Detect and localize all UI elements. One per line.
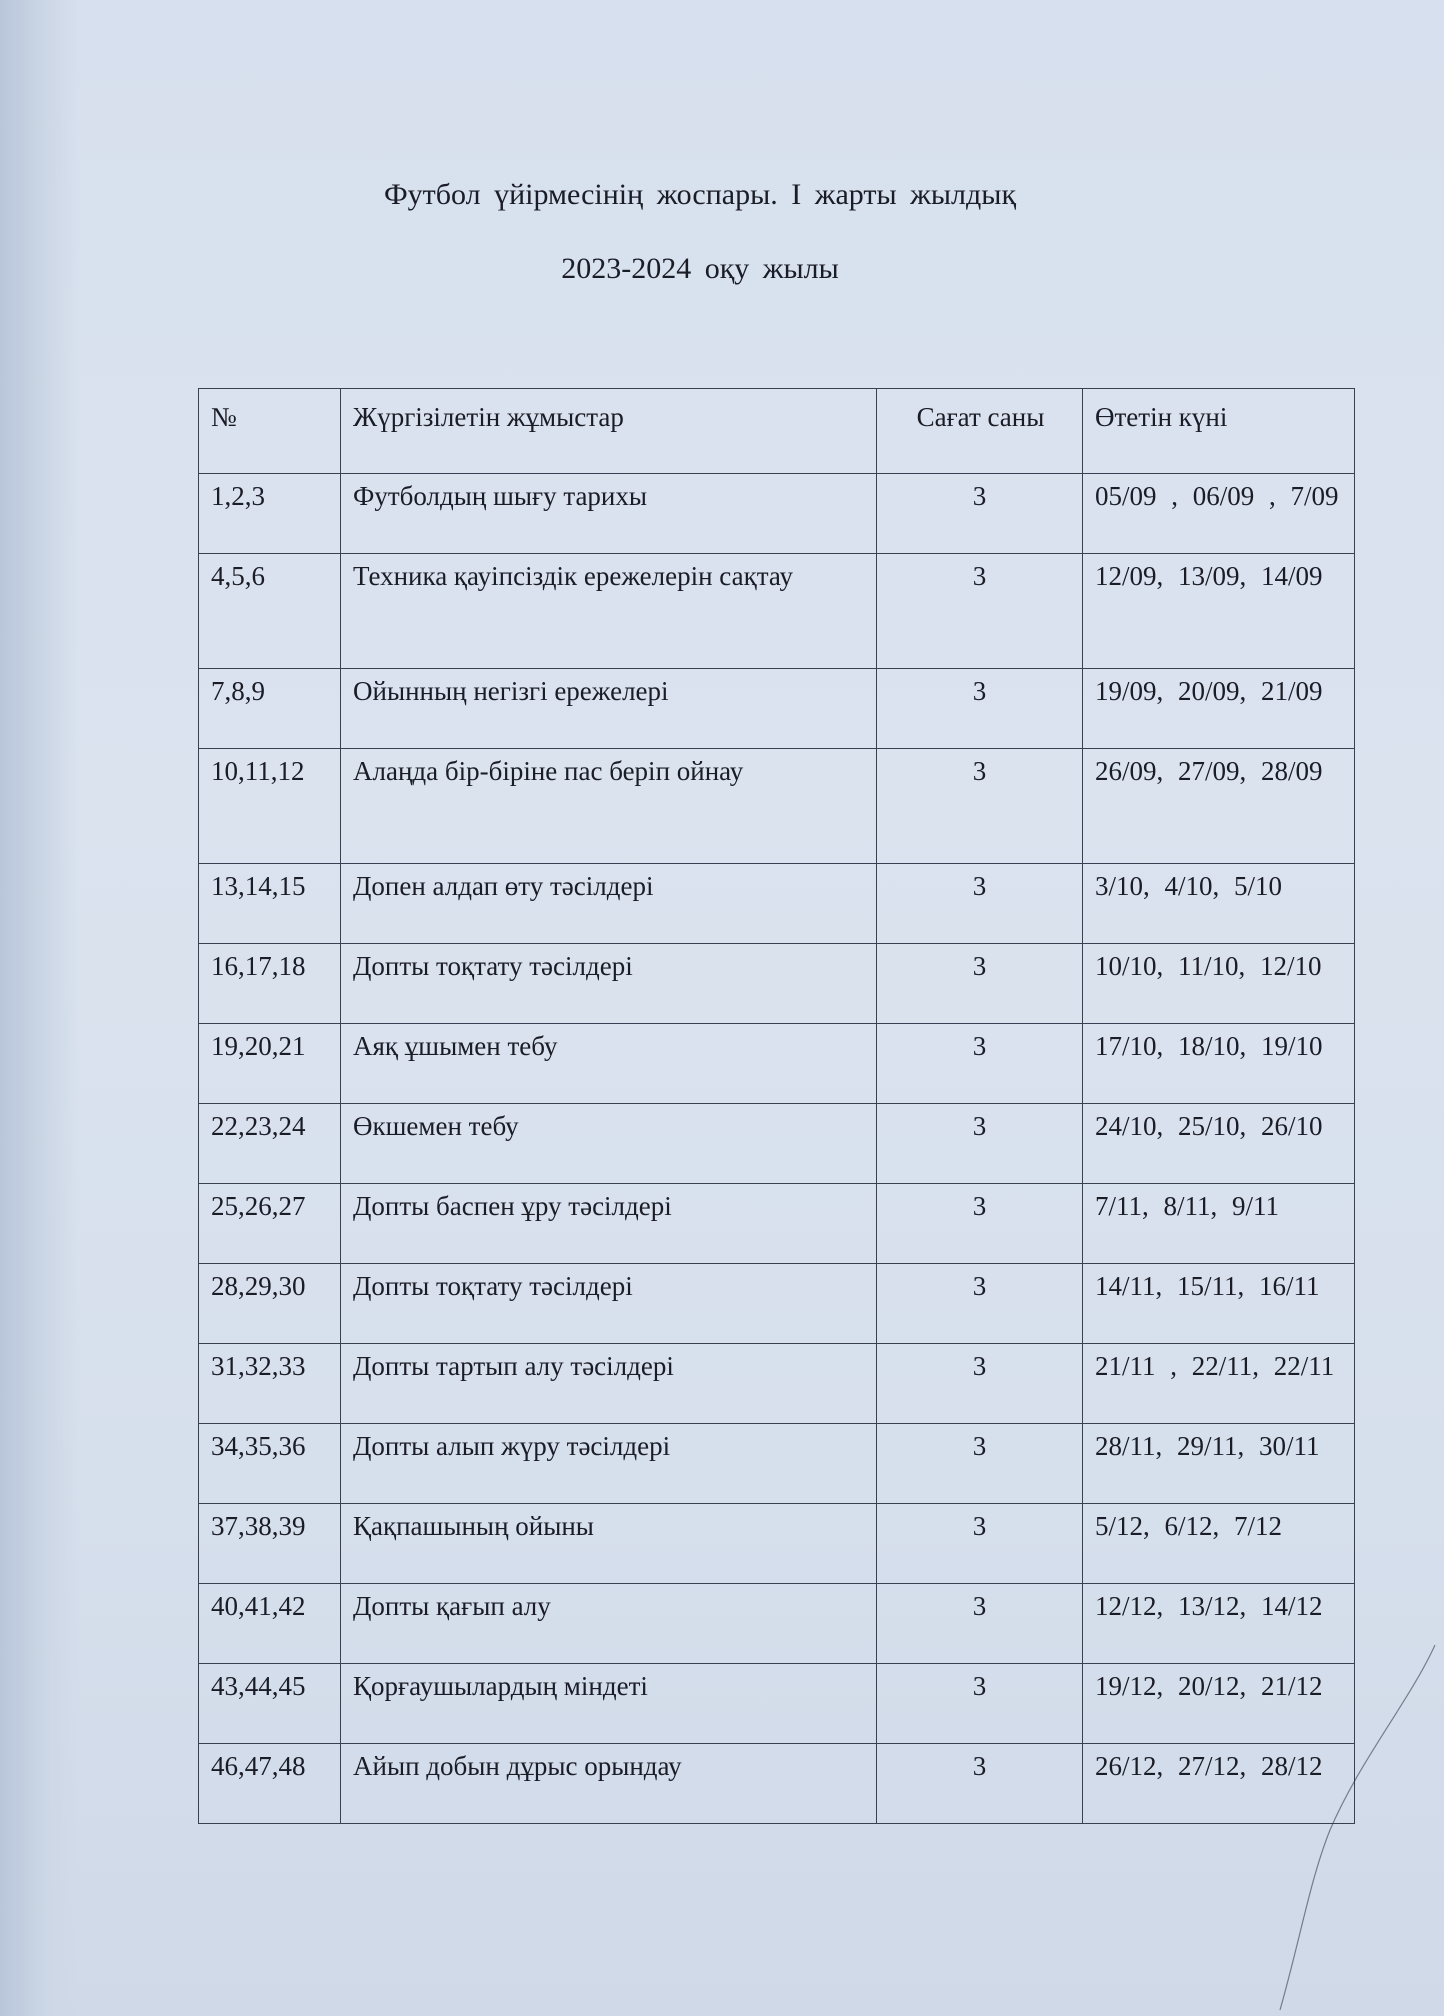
cell-number: 19,20,21 xyxy=(199,1024,341,1104)
cell-hours: 3 xyxy=(877,1424,1083,1504)
cell-hours: 3 xyxy=(877,1024,1083,1104)
cell-activity: Техника қауіпсіздік ережелерін сақтау xyxy=(341,554,877,669)
cell-activity: Қорғаушылардың міндеті xyxy=(341,1664,877,1744)
cell-activity: Допты алып жүру тәсілдері xyxy=(341,1424,877,1504)
cell-number: 46,47,48 xyxy=(199,1744,341,1824)
table-row xyxy=(199,669,1355,749)
cell-number: 34,35,36 xyxy=(199,1424,341,1504)
cell-dates: 19/12, 20/12, 21/12 xyxy=(1083,1664,1355,1744)
table-row xyxy=(199,749,1355,864)
cell-activity: Қақпашының ойыны xyxy=(341,1504,877,1584)
cell-number: 28,29,30 xyxy=(199,1264,341,1344)
cell-hours: 3 xyxy=(877,1104,1083,1184)
header-number: № xyxy=(199,389,341,474)
cell-dates: 28/11, 29/11, 30/11 xyxy=(1083,1424,1355,1504)
cell-activity: Допен алдап өту тәсілдері xyxy=(341,864,877,944)
cell-hours: 3 xyxy=(877,1664,1083,1744)
cell-dates: 26/12, 27/12, 28/12 xyxy=(1083,1744,1355,1824)
cell-dates: 5/12, 6/12, 7/12 xyxy=(1083,1504,1355,1584)
cell-hours: 3 xyxy=(877,1744,1083,1824)
cell-activity: Өкшемен тебу xyxy=(341,1104,877,1184)
cell-dates: 10/10, 11/10, 12/10 xyxy=(1083,944,1355,1024)
header-dates: Өтетін күні xyxy=(1083,389,1355,474)
cell-hours: 3 xyxy=(877,554,1083,669)
cell-dates: 12/12, 13/12, 14/12 xyxy=(1083,1584,1355,1664)
table-row xyxy=(199,554,1355,669)
cell-hours: 3 xyxy=(877,1584,1083,1664)
table-row xyxy=(199,1744,1355,1824)
document-subtitle: 2023-2024 оқу жылы xyxy=(561,252,839,285)
table-row xyxy=(199,1424,1355,1504)
cell-number: 10,11,12 xyxy=(199,749,341,864)
cell-activity: Айып добын дұрыс орындау xyxy=(341,1744,877,1824)
cell-hours: 3 xyxy=(877,1504,1083,1584)
cell-hours: 3 xyxy=(877,474,1083,554)
cell-dates: 26/09, 27/09, 28/09 xyxy=(1083,749,1355,864)
cell-dates: 12/09, 13/09, 14/09 xyxy=(1083,554,1355,669)
table-row xyxy=(199,1504,1355,1584)
table-row xyxy=(199,1584,1355,1664)
cell-hours: 3 xyxy=(877,1264,1083,1344)
cell-number: 22,23,24 xyxy=(199,1104,341,1184)
cell-number: 40,41,42 xyxy=(199,1584,341,1664)
table-row xyxy=(199,1664,1355,1744)
table-row xyxy=(199,1184,1355,1264)
cell-activity: Допты тоқтату тәсілдері xyxy=(341,1264,877,1344)
page-fold-shadow xyxy=(0,0,80,2016)
cell-activity: Ойынның негізгі ережелері xyxy=(341,669,877,749)
plan-table xyxy=(198,388,1355,1824)
table-row xyxy=(199,1024,1355,1104)
cell-hours: 3 xyxy=(877,669,1083,749)
cell-hours: 3 xyxy=(877,749,1083,864)
table-header-row xyxy=(199,389,1355,474)
cell-activity: Футболдың шығу тарихы xyxy=(341,474,877,554)
cell-number: 1,2,3 xyxy=(199,474,341,554)
cell-hours: 3 xyxy=(877,944,1083,1024)
cell-dates: 24/10, 25/10, 26/10 xyxy=(1083,1104,1355,1184)
cell-dates: 3/10, 4/10, 5/10 xyxy=(1083,864,1355,944)
cell-dates: 14/11, 15/11, 16/11 xyxy=(1083,1264,1355,1344)
cell-dates: 19/09, 20/09, 21/09 xyxy=(1083,669,1355,749)
cell-hours: 3 xyxy=(877,1184,1083,1264)
table-row xyxy=(199,1264,1355,1344)
table-row xyxy=(199,944,1355,1024)
cell-number: 37,38,39 xyxy=(199,1504,341,1584)
cell-number: 4,5,6 xyxy=(199,554,341,669)
header-hours: Сағат саны xyxy=(877,389,1083,474)
cell-number: 7,8,9 xyxy=(199,669,341,749)
cell-activity: Допты тоқтату тәсілдері xyxy=(341,944,877,1024)
document-title: Футбол үйірмесінің жоспары. І жарты жылдық xyxy=(383,178,1017,211)
cell-number: 43,44,45 xyxy=(199,1664,341,1744)
cell-dates: 21/11 , 22/11, 22/11 xyxy=(1083,1344,1355,1424)
cell-dates: 17/10, 18/10, 19/10 xyxy=(1083,1024,1355,1104)
cell-hours: 3 xyxy=(877,1344,1083,1424)
cell-activity: Допты тартып алу тәсілдері xyxy=(341,1344,877,1424)
cell-number: 31,32,33 xyxy=(199,1344,341,1424)
cell-activity: Допты баспен ұру тәсілдері xyxy=(341,1184,877,1264)
cell-dates: 7/11, 8/11, 9/11 xyxy=(1083,1184,1355,1264)
cell-dates: 05/09 , 06/09 , 7/09 xyxy=(1083,474,1355,554)
cell-activity: Аяқ ұшымен тебу xyxy=(341,1024,877,1104)
table-row xyxy=(199,1344,1355,1424)
cell-activity: Допты қағып алу xyxy=(341,1584,877,1664)
cell-hours: 3 xyxy=(877,864,1083,944)
table-row xyxy=(199,1104,1355,1184)
table-row xyxy=(199,474,1355,554)
header-activity: Жүргізілетін жұмыстар xyxy=(341,389,877,474)
cell-number: 13,14,15 xyxy=(199,864,341,944)
cell-number: 25,26,27 xyxy=(199,1184,341,1264)
cell-activity: Алаңда бір-біріне пас беріп ойнау xyxy=(341,749,877,864)
table-row xyxy=(199,864,1355,944)
cell-number: 16,17,18 xyxy=(199,944,341,1024)
